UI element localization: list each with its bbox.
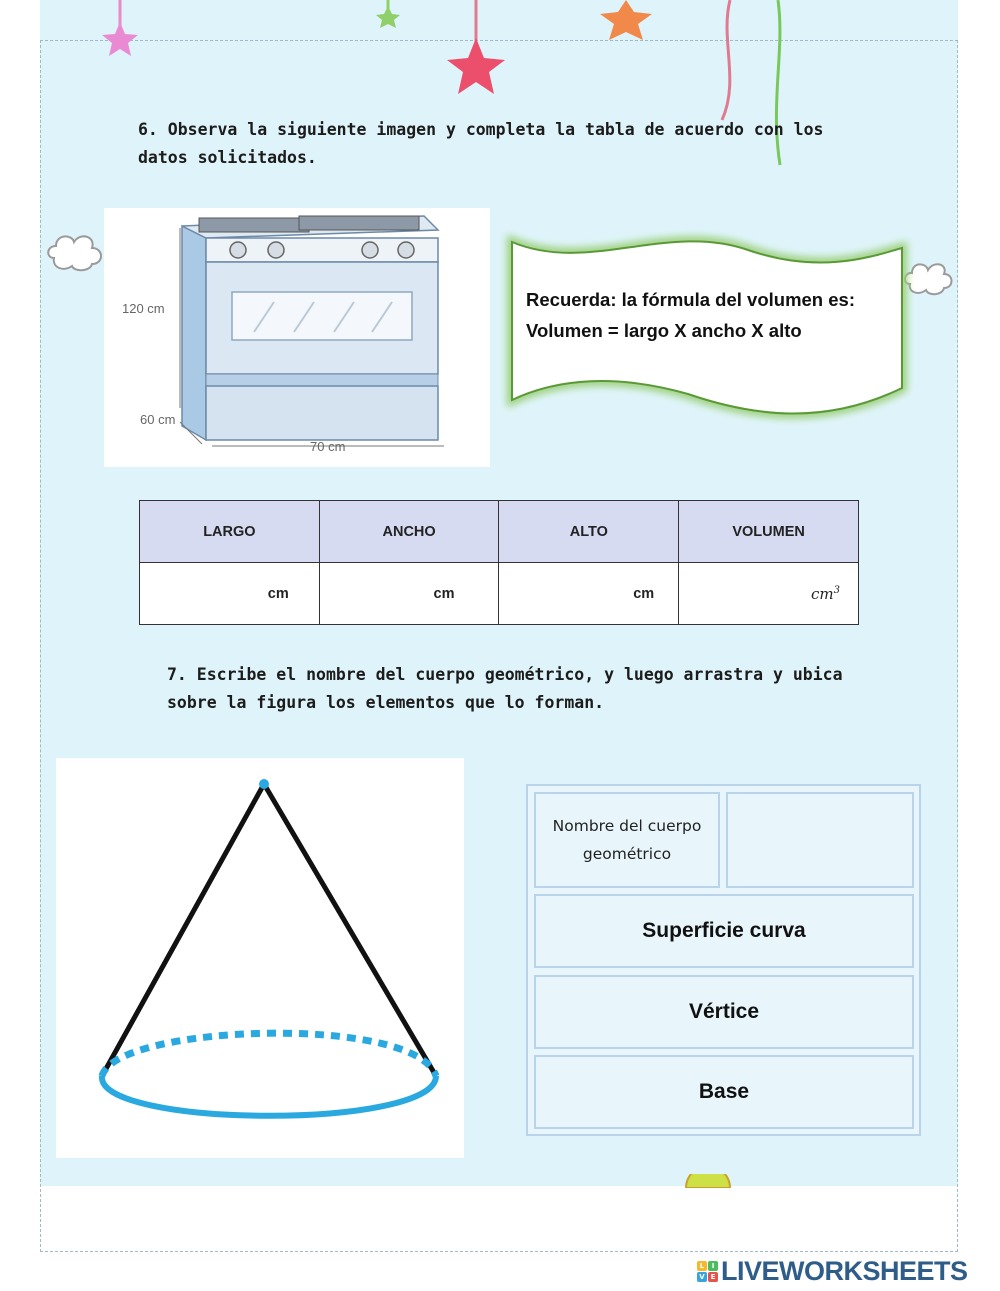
formula-note-line1: Recuerda: la fórmula del volumen es: <box>526 289 855 310</box>
volume-table <box>139 500 859 625</box>
sun-decoration <box>684 1174 732 1188</box>
header-volumen: VOLUMEN <box>679 501 859 563</box>
logo-block-v: V <box>697 1272 707 1282</box>
body-name-label: Nombre del cuerpo geométrico <box>534 792 720 888</box>
body-name-input[interactable] <box>726 792 914 888</box>
ancho-unit: cm <box>433 585 455 602</box>
cone-image[interactable] <box>56 758 464 1158</box>
formula-note-line2: Volumen = largo X ancho X alto <box>526 320 802 341</box>
header-alto: ALTO <box>499 501 679 563</box>
logo-blocks-icon <box>697 1261 718 1282</box>
alto-unit: cm <box>633 585 655 602</box>
logo-block-i: I <box>708 1261 718 1271</box>
geometry-answer-box <box>526 784 921 1136</box>
drag-item-vertice[interactable]: Vértice <box>534 975 914 1049</box>
cloud-left-decoration <box>44 228 106 274</box>
logo-block-l: L <box>697 1261 707 1271</box>
logo-text: LIVEWORKSHEETS <box>721 1255 968 1286</box>
question-7-text: 7. Escribe el nombre del cuerpo geométrico, y luego arrastra y ubica sobre la figura los elementos que lo forman. <box>167 665 843 712</box>
largo-input-cell[interactable] <box>140 563 320 625</box>
stove-image <box>104 208 490 467</box>
formula-note-text <box>526 284 906 346</box>
volumen-input-cell[interactable] <box>679 563 859 625</box>
drag-item-superficie-curva[interactable]: Superficie curva <box>534 894 914 968</box>
largo-unit: cm <box>267 585 289 602</box>
volumen-unit: cm <box>811 584 834 603</box>
ancho-input-cell[interactable] <box>319 563 499 625</box>
volumen-exponent: 3 <box>833 584 840 596</box>
logo-block-e: E <box>708 1272 718 1282</box>
question-6-text: 6. Observa la siguiente imagen y completa la tabla de acuerdo con los datos solicitados. <box>138 120 824 167</box>
liveworksheets-logo[interactable] <box>697 1256 968 1286</box>
dim-height-label: 120 cm <box>122 301 165 316</box>
dim-depth-label: 60 cm <box>140 412 176 427</box>
drag-item-base[interactable]: Base <box>534 1055 914 1129</box>
header-ancho: ANCHO <box>319 501 499 563</box>
dim-width-label: 70 cm <box>310 439 346 454</box>
header-largo: LARGO <box>140 501 320 563</box>
cone-vertex-dot <box>259 779 269 789</box>
alto-input-cell[interactable] <box>499 563 679 625</box>
